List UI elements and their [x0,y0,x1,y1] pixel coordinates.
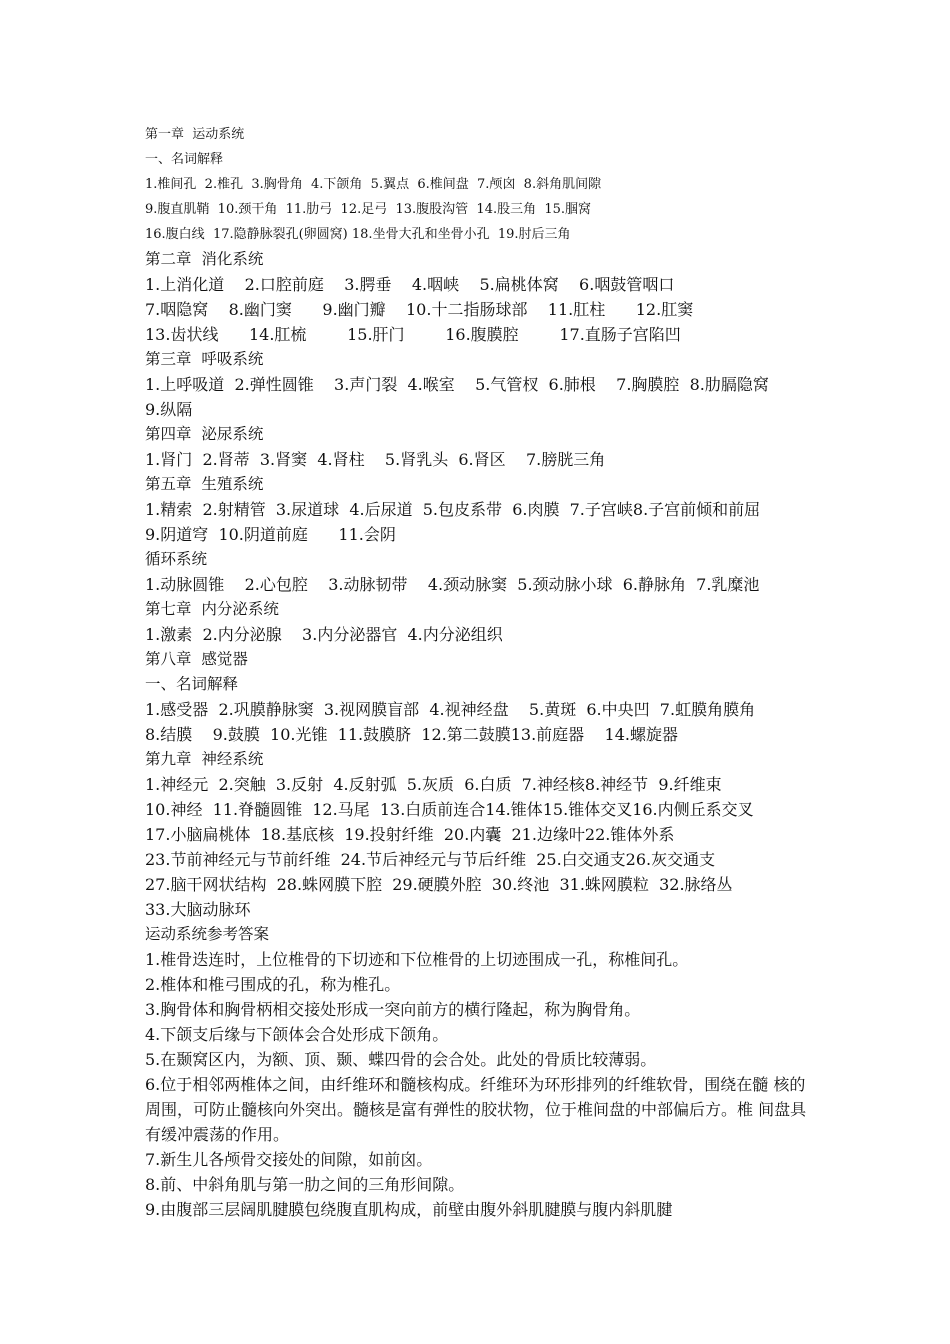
term-line: 1.感受器 2.巩膜静脉窦 3.视网膜盲部 4.视神经盘 5.黄斑 6.中央凹 7.虹膜角膜角 [145,700,756,719]
term-line: 1.激素 2.内分泌腺 3.内分泌器官 4.内分泌组织 [145,625,503,644]
glossary-lines [145,122,810,947]
term-line: 1.上呼吸道 2.弹性圆锥 3.声门裂 4.喉室 5.气管杈 6.肺根 7.胸膜腔 8.肋膈隐窝 [145,375,769,394]
section-heading: 一、名词解释 [145,675,239,693]
term-line: 一、名词解释 [145,152,224,167]
answer-paragraph: 3.胸骨体和胸骨柄相交接处形成一突向前方的横行隆起，称为胸骨角。 [145,1000,641,1019]
answer-paragraph: 2.椎体和椎弓围成的孔，称为椎孔。 [145,975,401,994]
term-line: 1.上消化道 2.口腔前庭 3.腭垂 4.咽峡 5.扁桃体窝 6.咽鼓管咽口 [145,275,675,294]
answer-paragraph: 1.椎骨迭连时，上位椎骨的下切迹和下位椎骨的上切迹围成一孔，称椎间孔。 [145,950,689,969]
term-line: 17.小脑扁桃体 18.基底核 19.投射纤维 20.内囊 21.边缘叶22.锥体外系 [145,825,675,844]
term-line: 23.节前神经元与节前纤维 24.节后神经元与节后纤维 25.白交通支26.灰交通支 [145,850,716,869]
answer-paragraph: 8.前、中斜角肌与第一肋之间的三角形间隙。 [145,1175,465,1194]
term-line: 9.腹直肌鞘 10.颈干角 11.肋弓 12.足弓 13.腹股沟管 14.股三角 15.腘窝 [145,202,592,217]
term-line: 8.结膜 9.鼓膜 10.光锥 11.鼓膜脐 12.第二鼓膜13.前庭器 14.螺旋器 [145,725,678,744]
term-line: 第一章 运动系统 [145,127,245,142]
term-line: 27.脑干网状结构 28.蛛网膜下腔 29.硬膜外腔 30.终池 31.蛛网膜粒 32.脉络丛 [145,875,733,894]
term-line: 1.肾门 2.肾蒂 3.肾窦 4.肾柱 5.肾乳头 6.肾区 7.膀胱三角 [145,450,606,469]
answer-paragraph: 4.下颌支后缘与下颌体会合处形成下颌角。 [145,1025,449,1044]
term-line: 9.阴道穹 10.阴道前庭 11.会阴 [145,525,396,544]
answer-paragraph: 7.新生儿各颅骨交接处的间隙，如前囟。 [145,1150,433,1169]
section-heading: 第五章 生殖系统 [145,475,264,493]
answer-paragraph: 5.在颞窝区内，为额、顶、颞、蝶四骨的会合处。此处的骨质比较薄弱。 [145,1050,657,1069]
term-line: 10.神经 11.脊髓圆锥 12.马尾 13.白质前连合14.锥体15.锥体交叉16.内侧丘系交叉 [145,800,754,819]
section-heading: 运动系统参考答案 [145,925,270,943]
term-line: 7.咽隐窝 8.幽门窦 9.幽门瓣 10.十二指肠球部 11.肛柱 12.肛窦 [145,300,694,319]
term-line: 1.椎间孔 2.椎孔 3.胸骨角 4.下颌角 5.翼点 6.椎间盘 7.颅囟 8.斜角肌间隙 [145,177,602,192]
answer-list [145,947,810,1222]
term-line: 9.纵隔 [145,400,193,419]
answer-paragraph: 6.位于相邻两椎体之间，由纤维环和髓核构成。纤维环为环形排列的纤维软骨，围绕在髓 核的周围，可防止髓核向外突出。髓核是富有弹性的胶状物，位于椎间盘的中部偏后方。椎 间盘具有缓冲震荡的作用。 [145,1075,807,1144]
section-heading: 第九章 神经系统 [145,750,264,768]
term-line: 1.动脉圆锥 2.心包腔 3.动脉韧带 4.颈动脉窦 5.颈动脉小球 6.静脉角 7.乳糜池 [145,575,760,594]
section-heading: 第八章 感觉器 [145,650,248,668]
term-line: 13.齿状线 14.肛梳 15.肝门 16.腹膜腔 17.直肠子宫陷凹 [145,325,681,344]
answer-paragraph: 9.由腹部三层阔肌腱膜包绕腹直肌构成，前壁由腹外斜肌腱膜与腹内斜肌腱 [145,1200,673,1219]
term-line: 1.神经元 2.突触 3.反射 4.反射弧 5.灰质 6.白质 7.神经核8.神经节 9.纤维束 [145,775,722,794]
term-line: 16.腹白线 17.隐静脉裂孔(卵圆窝) 18.坐骨大孔和坐骨小孔 19.肘后三角 [145,227,571,242]
section-heading: 第三章 呼吸系统 [145,350,264,368]
section-heading: 第二章 消化系统 [145,250,264,268]
section-heading: 循环系统 [145,550,208,568]
term-line: 33.大脑动脉环 [145,900,251,919]
section-heading: 第七章 内分泌系统 [145,600,279,618]
section-heading: 第四章 泌尿系统 [145,425,264,443]
document-page [145,122,810,1222]
term-line: 1.精索 2.射精管 3.尿道球 4.后尿道 5.包皮系带 6.肉膜 7.子宫峡8.子宫前倾和前屈 [145,500,761,519]
